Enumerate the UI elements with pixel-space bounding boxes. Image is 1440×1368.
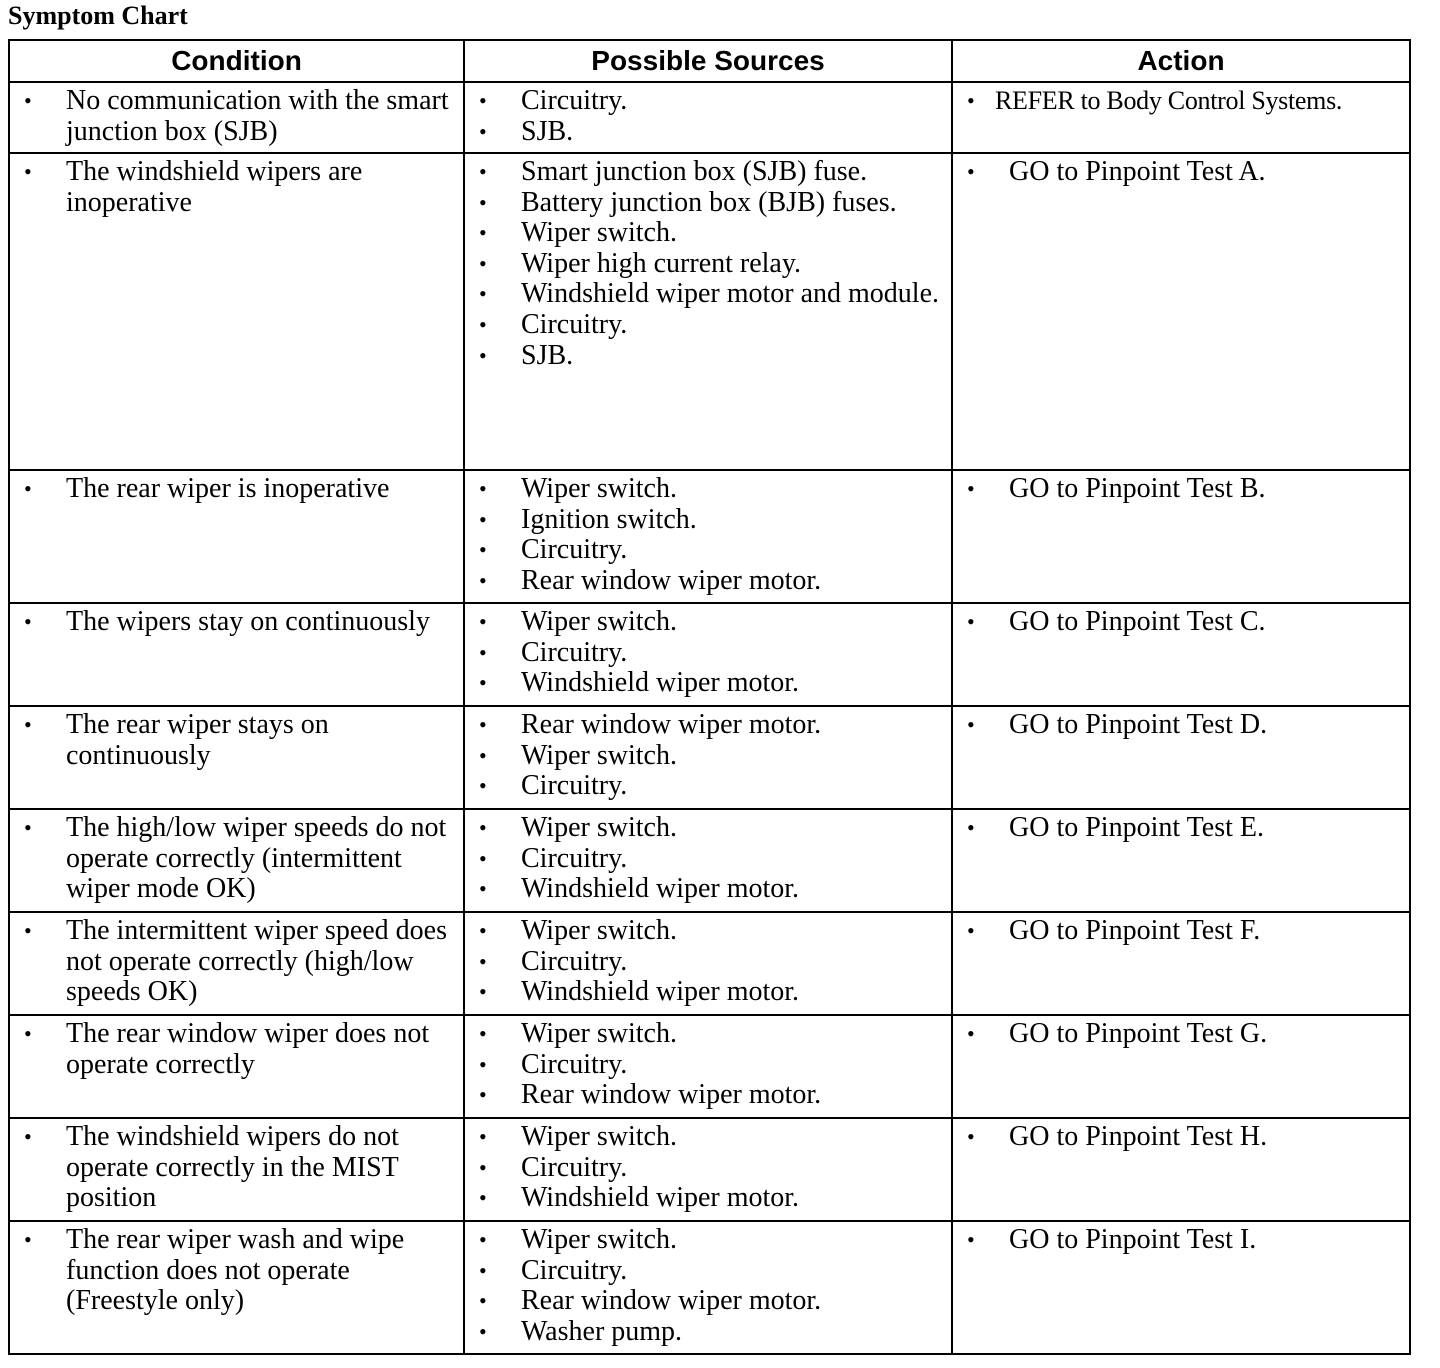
list-item-text: SJB. [521,339,574,371]
bullet-list [953,471,1409,508]
list-item [465,157,951,188]
list-item [465,813,951,844]
bullet-list [10,913,463,1011]
list-item [953,710,1409,741]
list-item-text: Windshield wiper motor. [521,976,800,1008]
table-row [9,603,1410,706]
list-item [465,638,951,669]
list-item-text: Wiper switch. [521,473,677,504]
list-item-text: Circuitry. [521,1151,628,1183]
list-item-text: REFER to Body Control Systems. [995,86,1343,115]
bullet-icon: • [479,220,487,246]
list-item-text: Circuitry. [521,85,628,116]
bullet-icon: • [967,815,975,840]
bullet-list [953,154,1409,191]
bullet-icon: • [479,1318,487,1344]
list-item-text: Wiper switch. [521,1224,677,1255]
list-item-text: No communication with the smart junction box (SJB) [66,85,449,147]
bullet-icon: • [967,609,975,634]
list-item-text: GO to Pinpoint Test D. [1009,709,1268,740]
list-item [465,844,951,875]
list-item [10,607,463,638]
bullet-icon: • [24,1021,32,1046]
table-header-row [9,40,1410,82]
bullet-icon: • [479,567,487,593]
list-item [10,916,463,1008]
list-item-text: GO to Pinpoint Test I. [1009,1224,1257,1255]
bullet-icon: • [479,118,487,144]
list-item [465,505,951,536]
list-item-text: Windshield wiper motor. [521,873,800,905]
bullet-list [465,707,951,805]
bullet-icon: • [24,1227,32,1252]
list-item-text: GO to Pinpoint Test E. [1009,812,1264,843]
list-item [465,1080,951,1111]
bullet-list [465,810,951,908]
list-item-text: The rear window wiper does not operate correctly [66,1018,430,1080]
bullet-icon: • [479,537,487,563]
list-item [465,535,951,566]
bullet-list [465,604,951,702]
list-item [465,1286,951,1317]
condition-cell [9,1221,464,1354]
bullet-list [953,1222,1409,1259]
list-item [465,86,951,117]
list-item [465,1153,951,1184]
bullet-icon: • [479,773,487,799]
bullet-icon: • [24,918,32,943]
bullet-list [953,1119,1409,1156]
bullet-icon: • [24,159,32,184]
bullet-icon: • [479,918,487,943]
possible-sources-cell [464,153,952,470]
list-item-text: The windshield wipers do not operate correctly in the MIST position [66,1121,399,1214]
list-item-text: The rear wiper wash and wipe function does not operate (Freestyle only) [66,1224,405,1317]
list-item [953,157,1409,188]
condition-cell [9,912,464,1015]
list-item-text: GO to Pinpoint Test A. [1009,156,1266,187]
bullet-icon: • [479,1154,487,1180]
list-item [10,86,463,147]
list-item [465,607,951,638]
list-item [10,710,463,771]
condition-cell [9,1015,464,1118]
action-cell [952,706,1410,809]
list-item-text: Rear window wiper motor. [521,564,822,596]
bullet-icon: • [479,670,487,696]
symptom-table [8,39,1411,1355]
list-item [465,1256,951,1287]
possible-sources-cell [464,1221,952,1354]
bullet-icon: • [479,639,487,665]
bullet-icon: • [479,609,487,634]
list-item [465,1225,951,1256]
list-item-text: Windshield wiper motor and module. [521,278,940,310]
list-item [465,218,951,249]
action-cell [952,912,1410,1015]
bullet-icon: • [967,159,975,184]
bullet-list [10,1222,463,1320]
list-item [465,874,951,905]
list-item-text: SJB. [521,115,574,147]
table-row [9,153,1410,470]
list-item-text: Battery junction box (BJB) fuses. [521,186,897,218]
bullet-list [10,604,463,641]
bullet-list [10,810,463,908]
bullet-icon: • [479,1082,487,1108]
list-item [10,1225,463,1317]
list-item [465,710,951,741]
bullet-icon: • [479,311,487,337]
list-item-text: Circuitry. [521,842,628,874]
bullet-icon: • [479,712,487,737]
list-item-text: GO to Pinpoint Test H. [1009,1121,1268,1152]
bullet-list [953,83,1409,120]
list-item [953,916,1409,947]
list-item-text: Circuitry. [521,770,628,802]
list-item [465,566,951,597]
bullet-icon: • [479,342,487,368]
list-item-text: The high/low wiper speeds do not operate correctly (intermittent wiper mode OK) [66,812,447,905]
possible-sources-cell [464,1015,952,1118]
bullet-list [10,83,463,150]
bullet-list [10,707,463,774]
bullet-icon: • [24,88,32,113]
list-item-text: Wiper switch. [521,915,677,946]
list-item [465,741,951,772]
condition-cell [9,1118,464,1221]
list-item [465,341,951,372]
list-item-text: Circuitry. [521,945,628,977]
list-item [953,474,1409,505]
bullet-icon: • [967,1021,975,1046]
bullet-list [953,604,1409,641]
list-item [465,1019,951,1050]
table-body [9,82,1410,1354]
bullet-list [465,83,951,150]
list-item-text: Rear window wiper motor. [521,1285,822,1317]
bullet-icon: • [479,948,487,974]
condition-cell [9,82,464,153]
list-item [465,188,951,219]
list-item-text: Wiper switch. [521,1018,677,1049]
list-item-text: Rear window wiper motor. [521,1079,822,1111]
bullet-icon: • [24,712,32,737]
possible-sources-cell [464,82,952,153]
table-row [9,470,1410,603]
bullet-icon: • [479,250,487,276]
bullet-icon: • [967,1227,975,1252]
list-item-text: Windshield wiper motor. [521,667,800,699]
list-item-text: Wiper switch. [521,812,677,843]
list-item-text: Smart junction box (SJB) fuse. [521,156,868,187]
list-item [465,249,951,280]
condition-cell [9,706,464,809]
table-row [9,82,1410,153]
bullet-icon: • [479,1288,487,1314]
bullet-icon: • [24,1124,32,1149]
list-item-text: Circuitry. [521,636,628,668]
list-item-text: Circuitry. [521,534,628,566]
action-cell [952,1015,1410,1118]
bullet-icon: • [967,1124,975,1149]
bullet-list [953,913,1409,950]
list-item-text: Wiper switch. [521,606,677,637]
bullet-icon: • [479,1124,487,1149]
bullet-list [953,707,1409,744]
list-item-text: Circuitry. [521,1254,628,1286]
bullet-icon: • [479,1021,487,1046]
list-item [953,86,1409,117]
bullet-icon: • [967,712,975,737]
bullet-icon: • [479,476,487,501]
action-cell [952,603,1410,706]
list-item-text: The rear wiper stays on continuously [66,709,329,771]
list-item [953,813,1409,844]
list-item [465,1122,951,1153]
list-item-text: Windshield wiper motor. [521,1182,800,1214]
bullet-icon: • [479,815,487,840]
bullet-list [10,1016,463,1083]
table-row [9,1015,1410,1118]
bullet-icon: • [479,1051,487,1077]
list-item [465,916,951,947]
bullet-icon: • [24,476,32,501]
list-item-text: Rear window wiper motor. [521,709,822,740]
action-cell [952,1221,1410,1354]
table-row [9,1118,1410,1221]
list-item-text: The wipers stay on continuously [66,606,430,637]
list-item-text: GO to Pinpoint Test C. [1009,606,1266,637]
bullet-icon: • [967,918,975,943]
bullet-icon: • [479,189,487,215]
list-item-text: The intermittent wiper speed does not operate correctly (high/low speeds OK) [66,915,447,1008]
bullet-icon: • [24,609,32,634]
action-cell [952,470,1410,603]
column-header-possible-sources: Possible Sources [464,40,952,82]
table-row [9,706,1410,809]
list-item-text: Wiper high current relay. [521,247,802,279]
page-title: Symptom Chart [8,1,188,30]
list-item [10,1122,463,1214]
list-item-text: GO to Pinpoint Test F. [1009,915,1261,946]
possible-sources-cell [464,706,952,809]
list-item [465,947,951,978]
list-item [465,474,951,505]
possible-sources-cell [464,603,952,706]
list-item [10,157,463,218]
bullet-icon: • [479,88,487,113]
column-header-action: Action [952,40,1410,82]
action-cell [952,1118,1410,1221]
condition-cell [9,603,464,706]
bullet-list [465,913,951,1011]
bullet-list [465,471,951,599]
possible-sources-cell [464,809,952,912]
list-item [953,607,1409,638]
bullet-list [465,1119,951,1217]
condition-cell [9,809,464,912]
bullet-icon: • [479,876,487,902]
action-cell [952,153,1410,470]
bullet-icon: • [967,88,975,113]
bullet-icon: • [479,159,487,184]
list-item-text: Ignition switch. [521,503,697,535]
list-item-text: Washer pump. [521,1315,683,1347]
list-item [465,668,951,699]
bullet-icon: • [479,845,487,871]
action-cell [952,809,1410,912]
table-row [9,912,1410,1015]
list-item [953,1019,1409,1050]
condition-cell [9,153,464,470]
list-item [465,1050,951,1081]
list-item [953,1122,1409,1153]
list-item-text: GO to Pinpoint Test G. [1009,1018,1268,1049]
list-item [465,1317,951,1348]
list-item [953,1225,1409,1256]
bullet-list [465,154,951,374]
list-item [10,474,463,505]
action-cell [952,82,1410,153]
list-item [465,977,951,1008]
list-item-text: The windshield wipers are inoperative [66,156,363,218]
list-item [465,117,951,148]
list-item [465,279,951,310]
bullet-icon: • [479,1257,487,1283]
possible-sources-cell [464,1118,952,1221]
list-item-text: The rear wiper is inoperative [66,473,390,504]
bullet-icon: • [967,476,975,501]
list-item-text: Circuitry. [521,1048,628,1080]
bullet-list [953,1016,1409,1053]
list-item [465,771,951,802]
bullet-icon: • [479,979,487,1005]
list-item-text: GO to Pinpoint Test B. [1009,473,1266,504]
list-item-text: Circuitry. [521,308,628,340]
list-item [10,1019,463,1080]
list-item-text: Wiper switch. [521,217,677,249]
bullet-list [465,1016,951,1114]
table-row [9,1221,1410,1354]
bullet-icon: • [479,281,487,307]
bullet-list [10,1119,463,1217]
list-item [465,1183,951,1214]
list-item [10,813,463,905]
possible-sources-cell [464,912,952,1015]
list-item-text: Wiper switch. [521,1121,677,1152]
bullet-icon: • [24,815,32,840]
list-item-text: Wiper switch. [521,739,677,771]
bullet-icon: • [479,742,487,768]
bullet-icon: • [479,1185,487,1211]
bullet-list [10,154,463,221]
possible-sources-cell [464,470,952,603]
bullet-list [953,810,1409,847]
bullet-icon: • [479,1227,487,1252]
bullet-list [10,471,463,508]
list-item [465,310,951,341]
bullet-icon: • [479,506,487,532]
bullet-list [465,1222,951,1350]
column-header-condition: Condition [9,40,464,82]
condition-cell [9,470,464,603]
table-row [9,809,1410,912]
